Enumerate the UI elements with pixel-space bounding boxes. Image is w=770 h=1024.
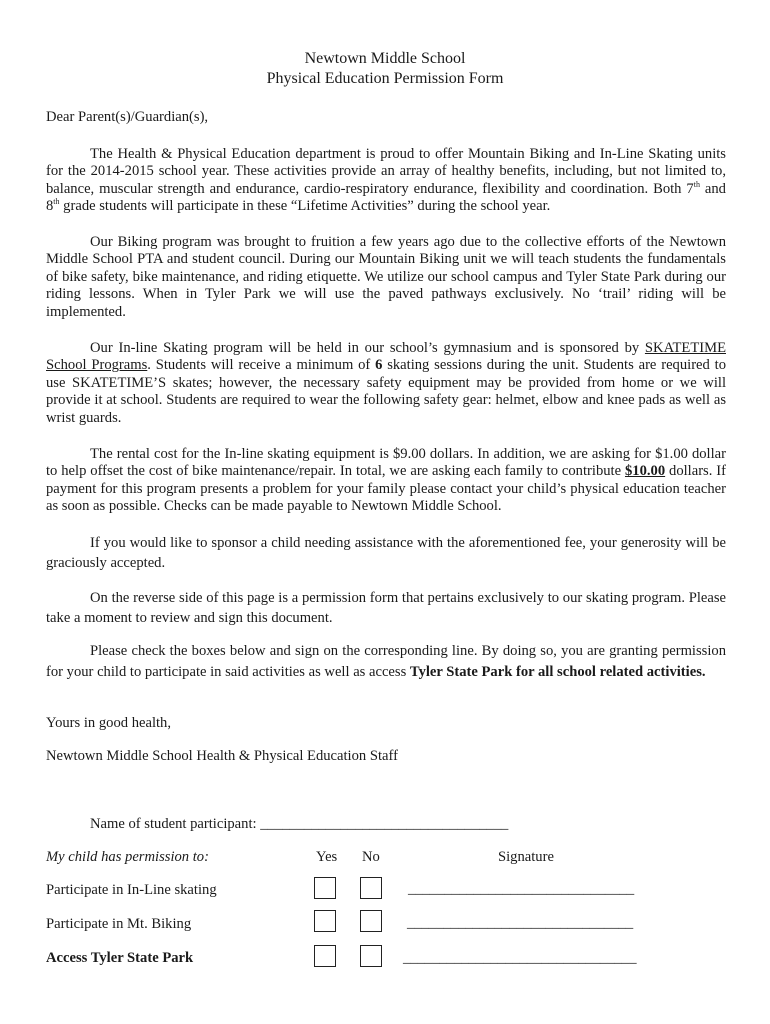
mt-biking-yes-checkbox[interactable] [314, 910, 336, 932]
student-name-label: Name of student participant: [90, 816, 261, 832]
inline-skating-signature-line[interactable]: _______________________________ [408, 881, 635, 897]
sponsor-name: SKATETIME School Programs [46, 340, 726, 374]
total-amount: $10.00 [624, 463, 666, 480]
tyler-park-signature-line[interactable]: ________________________________ [403, 950, 637, 966]
cost-paragraph [46, 446, 726, 516]
skating-text: skating sessions during the unit. Students are required to use SKATETIME’S skates; however, the necessary safety equipment may be provided from home or we will provide it at school. Students are required to wear the following safety gear: helmet, elbow and knee pads as well as wrist guards. [46, 357, 726, 426]
tyler-park-no-checkbox[interactable] [360, 945, 382, 967]
sponsor-text: If you would like to sponsor a child needing assistance with the aforementioned fee, your generosity will be graciously accepted. [46, 535, 726, 571]
permission-heading: My child has permission to: [46, 849, 209, 865]
closing-line: Yours in good health, [46, 715, 172, 731]
no-column-header: No [362, 849, 380, 865]
sponsor-paragraph [46, 533, 726, 573]
reverse-side-paragraph [46, 588, 726, 628]
biking-paragraph [46, 234, 726, 321]
intro-text: and 8 [46, 180, 726, 215]
inline-skating-label: Participate in In-Line skating [46, 882, 217, 898]
student-name-row [90, 816, 508, 833]
intro-text: grade students will participate in these “Lifetime Activities” during the school year. [59, 198, 551, 215]
intro-paragraph [46, 146, 726, 216]
cost-text: dollars. If payment for this program presents a problem for your family please contact your child’s physical education teacher as soon as possible. Checks can be made payable to Newtown Middle School. [46, 463, 727, 515]
student-name-field[interactable]: __________________________________ [260, 816, 509, 832]
school-name-title: Newtown Middle School [304, 50, 466, 67]
mt-biking-signature-line[interactable]: _______________________________ [407, 915, 634, 931]
signature-column-header: Signature [498, 849, 554, 865]
reverse-side-text: On the reverse side of this page is a permission form that pertains exclusively to our skating program. Please take a moment to review and sign this document. [46, 590, 726, 626]
park-access-text: Tyler State Park for all school related activities. [409, 663, 706, 680]
ordinal-suffix: th [53, 197, 60, 207]
intro-text: The Health & Physical Education department is proud to offer Mountain Biking and In-Line Skating units for the 2014-2015 school year. These activities provide an array of healthy benefits, including, but not limited to, balance, muscular strength and endurance, cardio-respiratory endurance, flexibility and coordination. Both 7 [46, 146, 726, 197]
mt-biking-no-checkbox[interactable] [360, 910, 382, 932]
tyler-park-yes-checkbox[interactable] [314, 945, 336, 967]
instructions-text: Please check the boxes below and sign on the corresponding line. By doing so, you are granting permission for your child to participate in said activities as well as access [46, 643, 726, 680]
inline-skating-no-checkbox[interactable] [360, 877, 382, 899]
yes-column-header: Yes [316, 849, 338, 865]
skating-paragraph [46, 340, 726, 427]
session-count: 6 [375, 357, 383, 374]
biking-text: Our Biking program was brought to fruition a few years ago due to the collective efforts of the Newtown Middle School PTA and student council. During our Mountain Biking unit we will teach students the fundamentals of bike safety, bike maintenance, and riding etiquette. We utilize our school campus and Tyler State Park during our riding lessons. When in Tyler Park we will use the paved pathways exclusively. No ‘trail’ riding will be implemented. [46, 234, 726, 320]
tyler-park-label: Access Tyler State Park [46, 950, 194, 966]
inline-skating-yes-checkbox[interactable] [314, 877, 336, 899]
form-title: Physical Education Permission Form [266, 70, 504, 87]
mt-biking-label: Participate in Mt. Biking [46, 916, 192, 932]
ordinal-suffix: th [693, 179, 700, 189]
salutation: Dear Parent(s)/Guardian(s), [46, 109, 209, 125]
cost-text: The rental cost for the In-line skating equipment is $9.00 dollars. In addition, we are asking for $1.00 dollar to help offset the cost of bike maintenance/repair. In total, we are asking each family to contribute [46, 446, 726, 480]
instructions-paragraph [46, 641, 726, 682]
skating-text: Our In-line Skating program will be held in our school’s gymnasium and is sponsored by [90, 340, 645, 356]
skating-text: . Students will receive a minimum of [147, 357, 376, 374]
staff-signature-line: Newtown Middle School Health & Physical Education Staff [46, 748, 398, 764]
